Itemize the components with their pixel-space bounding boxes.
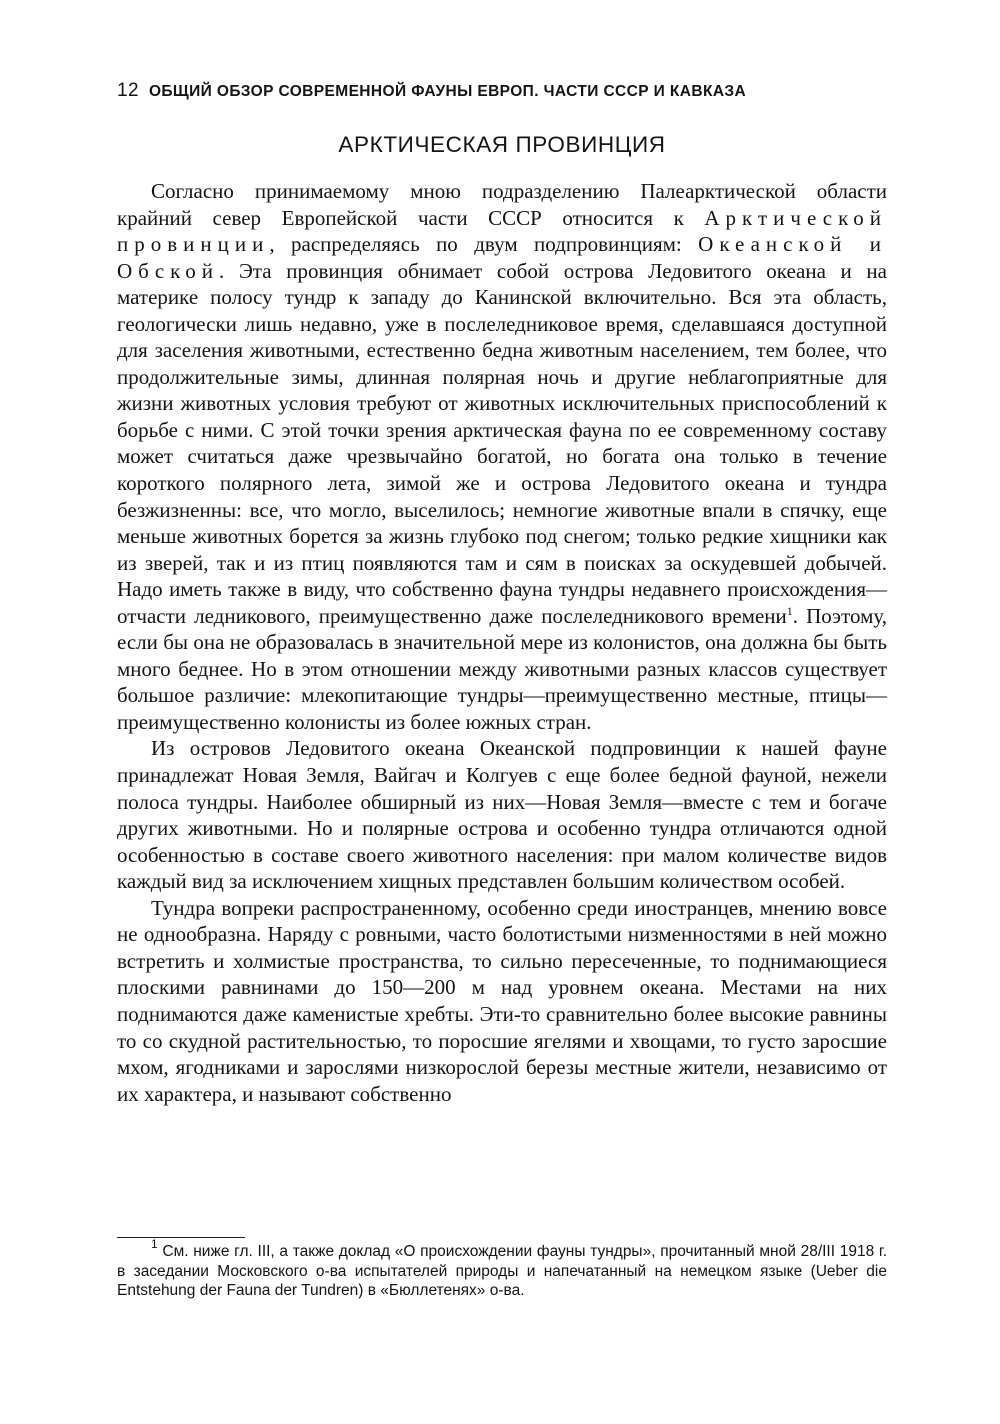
- footnote-divider: [117, 1237, 245, 1238]
- section-title: АРКТИЧЕСКАЯ ПРОВИНЦИЯ: [338, 132, 666, 157]
- p1-text-c: , распределяясь по двум подпровинциям:: [269, 232, 699, 257]
- p1-spaced-and: и: [847, 232, 887, 257]
- body-text: [117, 178, 887, 1107]
- p1-spaced-arctic-province: Арктической провинции: [117, 205, 887, 257]
- running-title: ОБЩИЙ ОБЗОР СОВРЕМЕННОЙ ФАУНЫ ЕВРОП. ЧАСТИ СССР И КАВКАЗА: [148, 83, 747, 100]
- paragraph-3: Тундра вопреки распространенному, особенно среди иностранцев, мнению вовсе не однообразна. Наряду с ровными, часто болотистыми низменностями в ней можно встретить и холмистые пространства, то сильно пересеченные, то поднимающиеся плоскими равнинами до 150—200 м над уровнем океана. Местами на них поднимаются даже каменистые хребты. Эти-то сравнительно более высокие равнины то со скудной растительностью, то поросшие ягелями и хвощами, то густо заросшие мхом, ягодниками и зарослями низкорослой березы местные жители, независимо от их характера, и называют собственно: [117, 895, 887, 1106]
- p1-spaced-oceanic: Океанской: [698, 232, 848, 257]
- p1-text-h: . Поэтому, если бы она не образовалась в значительной мере из колонистов, она должна бы быть много беднее. Но в этом отношении между животными разных классов существует большое различие: млекопитающие тундры—преимущественно местные, птицы—преимущественно колонисты из более южных стран.: [117, 603, 888, 734]
- p1-text-a: Согласно принимаемому мною подразделению Палеарктической области крайний север Европейской части СССР относится к: [117, 179, 887, 230]
- p1-text-g: . Эта провинция обнимает собой острова Ледовитого океана и на материке полосу тундр к западу до Канинской включительно. Вся эта область, геологически лишь недавно, уже в послеледниковое время, сделавшаяся доступной для заселения животными, естественно бедна животным населением, тем более, что продолжительные зимы, длинная полярная ночь и другие неблагоприятные для жизни животных условия требуют от животных исключительных приспособлений к борьбе с ними. С этой точки зрения арктическая фауна по ее современному составу может считаться даже чрезвычайно богатой, но богата она только в течение короткого полярного лета, зимой же и острова Ледовитого океана и тундра безжизненны: все, что могло, выселилось; немногие животные впали в спячку, еще меньше животных борется за жизнь глубоко под снегом; только редкие хищники как из зверей, так и из птиц появляются там и сям в поисках за оскудевшей добычей. Надо иметь также в виду, что собственно фауна тундры недавнего происхождения—отчасти ледникового, преимущественно даже послеледникового времени: [117, 258, 887, 628]
- footnote-text: См. ниже гл. III, а также доклад «О происхождении фауны тундры», прочитанный мной 28/III 1918 г. в заседании Московского о-ва испытателей природы и напечатанный на немецком языке (Ueber die Entstehung der Fauna der Tundren) в «Бюллетенях» о-ва.: [117, 1243, 887, 1300]
- paragraph-1: [117, 178, 887, 735]
- footnote-marker: 1: [151, 1237, 158, 1251]
- paragraph-2: Из островов Ледовитого океана Океанской подпровинции к нашей фауне принадлежат Новая Земля, Вайгач и Колгуев с еще более бедной фауной, нежели полоса тундры. Наиболее обширный из них—Новая Земля—вместе с тем и богаче других животными. Но и полярные острова и особенно тундра отличаются одной особенностью в составе своего животного населения: при малом количестве видов каждый вид за исключением хищных представлен большим количеством особей.: [117, 736, 887, 894]
- footnote-text-wrap: [117, 1237, 887, 1301]
- footnote-ref: 1: [786, 603, 793, 618]
- page-number: 12: [117, 80, 139, 101]
- running-header: [117, 80, 877, 102]
- footnote: [117, 1237, 887, 1301]
- p1-spaced-ob: Обской: [117, 258, 220, 283]
